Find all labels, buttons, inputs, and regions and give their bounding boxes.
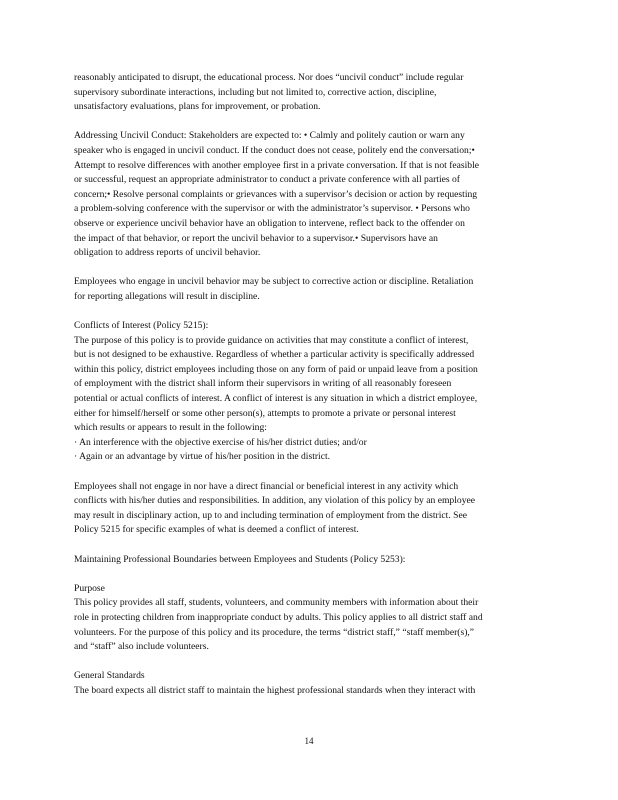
paragraph <box>74 480 546 538</box>
text-line: conflicts with his/her duties and responsibilities. In addition, any violation of this policy by an employee <box>74 495 476 507</box>
text-line: Employees shall not engage in nor have a direct financial or beneficial interest in any activity which <box>74 480 459 492</box>
text-line: supervisory subordinate interactions, including but not limited to, corrective action, discipline, <box>74 86 437 98</box>
text-line: which results or appears to result in the following: <box>74 422 267 434</box>
text-line: observe or experience uncivil behavior have an obligation to intervene, reflect back to the offender on <box>74 217 465 229</box>
text-line: within this policy, district employees including those on any form of paid or unpaid leave from a position <box>74 363 478 375</box>
text-line: Conflicts of Interest (Policy 5215): <box>74 320 209 332</box>
text-line: Policy 5215 for specific examples of what is deemed a conflict of interest. <box>74 524 359 536</box>
text-line: Addressing Uncivil Conduct: Stakeholders are expected to: • Calmly and politely caution or warn any <box>74 130 465 142</box>
text-line: · Again or an advantage by virtue of his/her position in the district. <box>74 451 331 463</box>
text-line: Attempt to resolve differences with another employee first in a private conversation. If that is not feasible <box>74 159 480 171</box>
paragraph <box>74 553 546 568</box>
text-line: This policy provides all staff, students, volunteers, and community members with information about their <box>74 597 479 609</box>
text-line: or successful, request an appropriate administrator to conduct a private conference with all parties of <box>74 174 460 186</box>
text-line: obligation to address reports of uncivil behavior. <box>74 247 261 259</box>
text-line: General Standards <box>74 670 145 682</box>
text-line: the impact of that behavior, or report the uncivil behavior to a supervisor.• Supervisors have an <box>74 232 438 244</box>
text-line: speaker who is engaged in uncivil conduct. If the conduct does not cease, politely end the conversation;• <box>74 144 475 156</box>
text-line: and “staff” also include volunteers. <box>74 641 209 653</box>
text-line: unsatisfactory evaluations, plans for improvement, or probation. <box>74 101 321 113</box>
text-line: for reporting allegations will result in discipline. <box>74 290 260 302</box>
text-line: of employment with the district shall inform their supervisors in writing of all reasonably foreseen <box>74 378 452 390</box>
paragraph <box>74 71 546 115</box>
text-line: The purpose of this policy is to provide guidance on activities that may constitute a conflict of interest, <box>74 334 469 346</box>
text-line: may result in disciplinary action, up to and including termination of employment from the district. See <box>74 509 467 521</box>
text-line: concern;• Resolve personal complaints or grievances with a supervisor’s decision or action by requesting <box>74 188 478 200</box>
text-line: volunteers. For the purpose of this policy and its procedure, the terms “district staff,” “staff member(s),” <box>74 626 475 638</box>
paragraph <box>74 669 546 698</box>
text-line: reasonably anticipated to disrupt, the educational process. Nor does “uncivil conduct” include regular <box>74 72 464 83</box>
text-line: potential or actual conflicts of interest. A conflict of interest is any situation in which a district employee, <box>74 393 478 405</box>
text-line: but is not designed to be exhaustive. Regardless of whether a particular activity is specifically addressed <box>74 349 475 361</box>
text-line: either for himself/herself or some other person(s), attempts to promote a private or personal interest <box>74 407 456 419</box>
text-line: role in protecting children from inappropriate conduct by adults. This policy applies to all district staff and <box>74 611 483 623</box>
text-line: Purpose <box>74 582 105 594</box>
paragraph <box>74 582 546 655</box>
document-body <box>74 71 546 713</box>
text-line: Maintaining Professional Boundaries between Employees and Students (Policy 5253): <box>74 553 406 565</box>
text-line: · An interference with the objective exercise of his/her district duties; and/or <box>74 436 367 448</box>
text-line: Employees who engage in uncivil behavior may be subject to corrective action or discipline. Retaliation <box>74 276 474 288</box>
text-line: The board expects all district staff to maintain the highest professional standards when they interact with <box>74 684 476 696</box>
page-number: 14 <box>304 736 314 746</box>
paragraph <box>74 319 546 465</box>
paragraph <box>74 275 546 304</box>
paragraph <box>74 129 546 260</box>
text-line: a problem-solving conference with the supervisor or with the administrator’s supervisor. • Persons who <box>74 203 470 215</box>
